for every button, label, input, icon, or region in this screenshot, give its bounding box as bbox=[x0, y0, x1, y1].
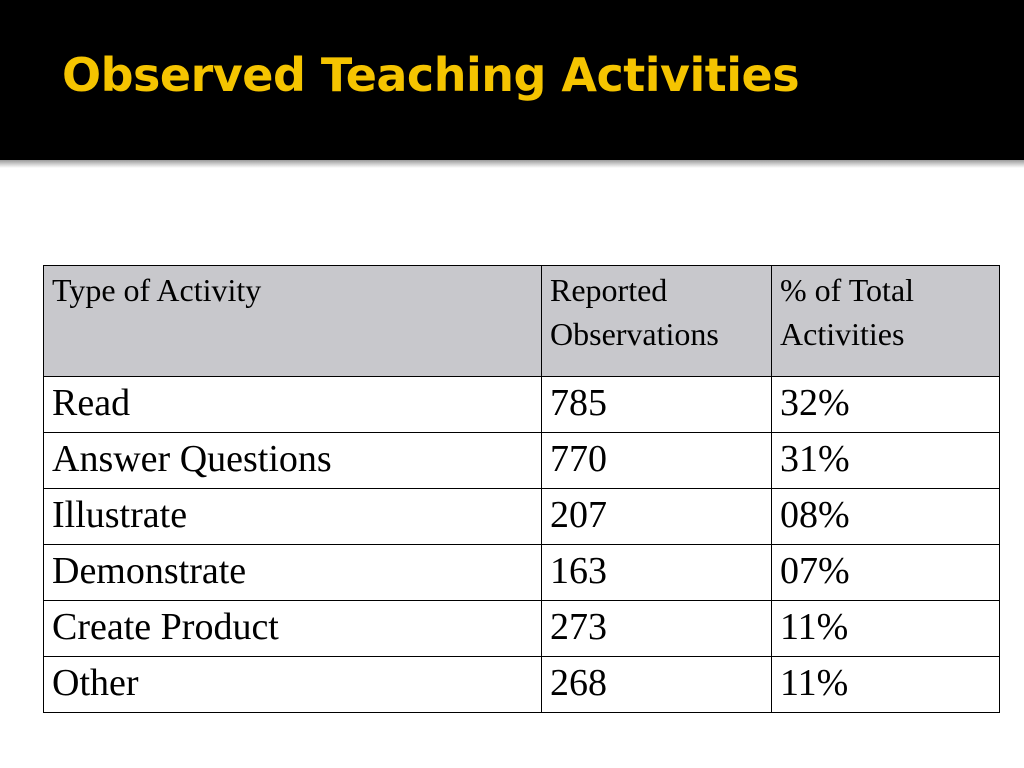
observations-cell: 273 bbox=[542, 601, 772, 657]
table-row bbox=[44, 545, 1000, 601]
percent-cell: 08% bbox=[772, 489, 1000, 545]
observations-cell: 207 bbox=[542, 489, 772, 545]
table-row bbox=[44, 433, 1000, 489]
percent-cell: 31% bbox=[772, 433, 1000, 489]
percent-cell: 07% bbox=[772, 545, 1000, 601]
header-percent-of-total: % of Total Activities bbox=[772, 266, 1000, 377]
activity-cell: Create Product bbox=[44, 601, 542, 657]
observations-cell: 163 bbox=[542, 545, 772, 601]
table-row bbox=[44, 489, 1000, 545]
table-header-row bbox=[44, 266, 1000, 377]
table-row bbox=[44, 601, 1000, 657]
activities-table bbox=[43, 265, 1000, 713]
percent-cell: 32% bbox=[772, 377, 1000, 433]
activity-cell: Other bbox=[44, 657, 542, 713]
activity-cell: Illustrate bbox=[44, 489, 542, 545]
header-type-of-activity: Type of Activity bbox=[44, 266, 542, 377]
activity-cell: Demonstrate bbox=[44, 545, 542, 601]
activity-cell: Answer Questions bbox=[44, 433, 542, 489]
table-row bbox=[44, 377, 1000, 433]
header-reported-observations: Reported Observations bbox=[542, 266, 772, 377]
percent-cell: 11% bbox=[772, 601, 1000, 657]
observations-cell: 785 bbox=[542, 377, 772, 433]
observations-cell: 268 bbox=[542, 657, 772, 713]
title-bar bbox=[0, 0, 1024, 160]
activity-cell: Read bbox=[44, 377, 542, 433]
percent-cell: 11% bbox=[772, 657, 1000, 713]
slide-title: Observed Teaching Activities bbox=[62, 48, 800, 102]
observations-cell: 770 bbox=[542, 433, 772, 489]
title-divider bbox=[0, 160, 1024, 168]
table-row bbox=[44, 657, 1000, 713]
